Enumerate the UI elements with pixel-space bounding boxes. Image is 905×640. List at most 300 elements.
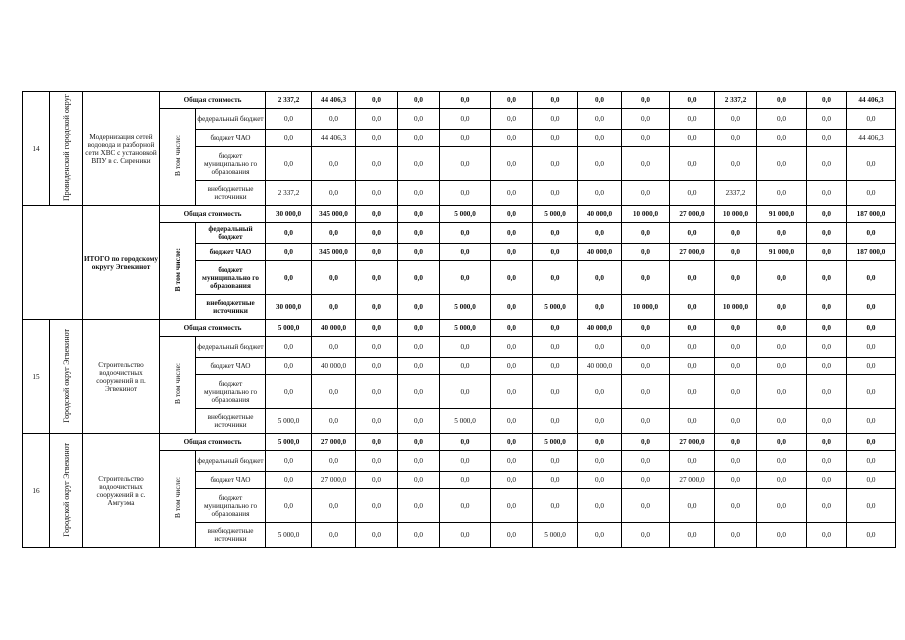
value-cell: 0,0: [847, 223, 896, 244]
value-cell: 5 000,0: [533, 206, 578, 223]
value-cell: 0,0: [847, 375, 896, 409]
value-cell: 0,0: [715, 223, 757, 244]
funding-source-label: бюджет муниципально го образования: [196, 489, 266, 523]
value-cell: 0,0: [356, 109, 398, 130]
value-cell: 0,0: [356, 523, 398, 548]
value-cell: 0,0: [312, 409, 356, 434]
value-cell: 0,0: [491, 320, 533, 337]
value-cell: 0,0: [491, 223, 533, 244]
value-cell: 0,0: [757, 409, 807, 434]
value-cell: 0,0: [622, 181, 670, 206]
value-cell: 0,0: [622, 358, 670, 375]
value-cell: 0,0: [807, 295, 847, 320]
value-cell: 0,0: [312, 295, 356, 320]
district-cell: [50, 434, 83, 548]
value-cell: 0,0: [491, 147, 533, 181]
value-cell: 0,0: [356, 92, 398, 109]
value-cell: 0,0: [356, 130, 398, 147]
value-cell: 0,0: [622, 472, 670, 489]
funding-source-label: внебюджетные источники: [196, 295, 266, 320]
value-cell: 0,0: [398, 320, 440, 337]
funding-source-label: внебюджетные источники: [196, 523, 266, 548]
value-cell: 0,0: [807, 523, 847, 548]
value-cell: 0,0: [622, 375, 670, 409]
value-cell: 0,0: [847, 358, 896, 375]
value-cell: 0,0: [807, 409, 847, 434]
value-cell: 0,0: [266, 223, 312, 244]
value-cell: 0,0: [622, 109, 670, 130]
value-cell: 0,0: [356, 244, 398, 261]
funding-source-label: бюджет муниципально го образования: [196, 375, 266, 409]
value-cell: 5 000,0: [440, 206, 491, 223]
value-cell: 10 000,0: [715, 206, 757, 223]
value-cell: 0,0: [440, 451, 491, 472]
value-cell: 0,0: [312, 489, 356, 523]
value-cell: 0,0: [622, 130, 670, 147]
value-cell: 0,0: [491, 337, 533, 358]
value-cell: 0,0: [757, 223, 807, 244]
value-cell: 0,0: [312, 261, 356, 295]
value-cell: 0,0: [807, 92, 847, 109]
value-cell: 0,0: [312, 147, 356, 181]
funding-source-label: внебюджетные источники: [196, 409, 266, 434]
project-name: Строительство водоочистных сооружений в с. Амгуэма: [83, 434, 160, 548]
value-cell: 0,0: [670, 337, 715, 358]
value-cell: 0,0: [578, 223, 622, 244]
value-cell: 0,0: [807, 320, 847, 337]
project-name: Модернизация сетей водовода и разборной сети ХВС с установкой ВПУ в с. Сиреники: [83, 92, 160, 206]
value-cell: 0,0: [757, 295, 807, 320]
value-cell: 0,0: [491, 451, 533, 472]
value-cell: 5 000,0: [440, 295, 491, 320]
district-cell: [50, 92, 83, 206]
value-cell: 0,0: [757, 358, 807, 375]
value-cell: 0,0: [622, 434, 670, 451]
value-cell: 0,0: [670, 320, 715, 337]
value-cell: 0,0: [398, 375, 440, 409]
value-cell: 5 000,0: [533, 434, 578, 451]
in-that-number-cell: [160, 109, 196, 206]
value-cell: 91 000,0: [757, 206, 807, 223]
value-cell: 0,0: [440, 375, 491, 409]
value-cell: 27 000,0: [312, 434, 356, 451]
value-cell: 0,0: [440, 92, 491, 109]
funding-source-label: федеральный бюджет: [196, 223, 266, 244]
value-cell: 0,0: [670, 523, 715, 548]
value-cell: 30 000,0: [266, 206, 312, 223]
value-cell: 0,0: [491, 295, 533, 320]
value-cell: 0,0: [266, 261, 312, 295]
value-cell: 0,0: [356, 295, 398, 320]
value-cell: 0,0: [757, 489, 807, 523]
value-cell: 0,0: [578, 375, 622, 409]
value-cell: 0,0: [440, 523, 491, 548]
value-cell: 5 000,0: [266, 523, 312, 548]
row-number-cell: [23, 206, 83, 320]
in-that-number-label: В том числе:: [173, 363, 182, 405]
funding-source-label: федеральный бюджет: [196, 337, 266, 358]
value-cell: 0,0: [757, 92, 807, 109]
value-cell: 5 000,0: [533, 523, 578, 548]
value-cell: 0,0: [715, 472, 757, 489]
value-cell: 0,0: [398, 295, 440, 320]
funding-source-label: бюджет ЧАО: [196, 472, 266, 489]
in-that-number-cell: [160, 451, 196, 548]
value-cell: 27 000,0: [670, 434, 715, 451]
value-cell: 0,0: [398, 261, 440, 295]
value-cell: 0,0: [266, 489, 312, 523]
value-cell: 0,0: [440, 358, 491, 375]
in-that-number-cell: [160, 223, 196, 320]
value-cell: 27 000,0: [670, 472, 715, 489]
value-cell: 0,0: [807, 434, 847, 451]
value-cell: 0,0: [622, 409, 670, 434]
value-cell: 0,0: [398, 181, 440, 206]
value-cell: 0,0: [491, 130, 533, 147]
value-cell: 0,0: [622, 223, 670, 244]
value-cell: 0,0: [807, 130, 847, 147]
value-cell: 0,0: [440, 261, 491, 295]
value-cell: 0,0: [847, 523, 896, 548]
value-cell: 0,0: [757, 472, 807, 489]
value-cell: 0,0: [807, 244, 847, 261]
value-cell: 0,0: [533, 409, 578, 434]
value-cell: 5 000,0: [440, 409, 491, 434]
value-cell: 0,0: [807, 358, 847, 375]
value-cell: 0,0: [266, 358, 312, 375]
funding-source-label: внебюджетные источники: [196, 181, 266, 206]
value-cell: 0,0: [491, 409, 533, 434]
table-row: [23, 206, 896, 223]
value-cell: 0,0: [807, 261, 847, 295]
value-cell: 0,0: [715, 320, 757, 337]
value-cell: 0,0: [807, 109, 847, 130]
value-cell: 5 000,0: [266, 409, 312, 434]
value-cell: 0,0: [266, 337, 312, 358]
value-cell: 0,0: [491, 358, 533, 375]
value-cell: 0,0: [356, 337, 398, 358]
value-cell: 0,0: [807, 337, 847, 358]
value-cell: 0,0: [757, 109, 807, 130]
value-cell: 0,0: [356, 409, 398, 434]
table-row: [23, 434, 896, 451]
value-cell: 0,0: [715, 409, 757, 434]
value-cell: 0,0: [578, 472, 622, 489]
value-cell: 0,0: [715, 489, 757, 523]
value-cell: 0,0: [533, 320, 578, 337]
project-name: Строительство водоочистных сооружений в п. Эгвекинот: [83, 320, 160, 434]
value-cell: 0,0: [578, 109, 622, 130]
value-cell: 0,0: [266, 147, 312, 181]
value-cell: 0,0: [622, 320, 670, 337]
value-cell: 187 000,0: [847, 206, 896, 223]
value-cell: 0,0: [491, 92, 533, 109]
value-cell: 0,0: [312, 523, 356, 548]
value-cell: 0,0: [847, 181, 896, 206]
total-label: ИТОГО по городскому округу Эгвекинот: [83, 206, 160, 320]
value-cell: 0,0: [491, 472, 533, 489]
value-cell: 0,0: [715, 130, 757, 147]
row-number: 15: [23, 320, 50, 434]
value-cell: 0,0: [757, 434, 807, 451]
value-cell: 0,0: [757, 451, 807, 472]
value-cell: 0,0: [670, 109, 715, 130]
value-cell: 0,0: [670, 223, 715, 244]
value-cell: 0,0: [670, 295, 715, 320]
value-cell: 0,0: [622, 261, 670, 295]
value-cell: 0,0: [398, 337, 440, 358]
value-cell: 0,0: [578, 523, 622, 548]
value-cell: 0,0: [847, 409, 896, 434]
value-cell: 0,0: [807, 181, 847, 206]
value-cell: 10 000,0: [622, 206, 670, 223]
funding-source-label: бюджет ЧАО: [196, 130, 266, 147]
value-cell: 0,0: [533, 261, 578, 295]
value-cell: 0,0: [715, 147, 757, 181]
value-cell: 0,0: [670, 92, 715, 109]
funding-source-label: федеральный бюджет: [196, 109, 266, 130]
value-cell: 0,0: [807, 451, 847, 472]
value-cell: 0,0: [807, 147, 847, 181]
value-cell: 0,0: [312, 223, 356, 244]
value-cell: 0,0: [670, 130, 715, 147]
value-cell: 5 000,0: [266, 434, 312, 451]
value-cell: 0,0: [398, 434, 440, 451]
total-cost-label: Общая стоимость: [160, 320, 266, 337]
value-cell: 0,0: [847, 489, 896, 523]
value-cell: 0,0: [440, 130, 491, 147]
value-cell: 0,0: [312, 181, 356, 206]
value-cell: 0,0: [807, 223, 847, 244]
value-cell: 0,0: [578, 92, 622, 109]
value-cell: 0,0: [622, 337, 670, 358]
value-cell: 0,0: [356, 181, 398, 206]
value-cell: 0,0: [578, 130, 622, 147]
in-that-number-label: В том числе:: [173, 135, 182, 177]
value-cell: 0,0: [440, 181, 491, 206]
value-cell: 40 000,0: [578, 358, 622, 375]
value-cell: 0,0: [398, 206, 440, 223]
value-cell: 0,0: [578, 181, 622, 206]
value-cell: 0,0: [533, 92, 578, 109]
value-cell: 0,0: [440, 223, 491, 244]
total-cost-label: Общая стоимость: [160, 206, 266, 223]
value-cell: 0,0: [757, 337, 807, 358]
value-cell: 0,0: [398, 409, 440, 434]
value-cell: 0,0: [266, 244, 312, 261]
value-cell: 0,0: [266, 130, 312, 147]
value-cell: 0,0: [670, 261, 715, 295]
value-cell: 0,0: [757, 320, 807, 337]
value-cell: 5 000,0: [440, 320, 491, 337]
value-cell: 0,0: [715, 109, 757, 130]
value-cell: 0,0: [807, 375, 847, 409]
value-cell: 0,0: [398, 489, 440, 523]
value-cell: 0,0: [398, 147, 440, 181]
table-row: [23, 92, 896, 109]
value-cell: 0,0: [398, 358, 440, 375]
value-cell: 40 000,0: [578, 244, 622, 261]
district-name: Городской округ Эгвекинот: [61, 328, 71, 423]
row-number: 14: [23, 92, 50, 206]
value-cell: 0,0: [757, 147, 807, 181]
value-cell: 27 000,0: [312, 472, 356, 489]
value-cell: 30 000,0: [266, 295, 312, 320]
value-cell: 0,0: [715, 451, 757, 472]
funding-source-label: бюджет муниципально го образования: [196, 147, 266, 181]
value-cell: 0,0: [491, 489, 533, 523]
value-cell: 0,0: [807, 206, 847, 223]
table-row: [23, 320, 896, 337]
value-cell: 0,0: [312, 109, 356, 130]
value-cell: 40 000,0: [312, 358, 356, 375]
district-name: Городской округ Эгвекинот: [61, 442, 71, 537]
value-cell: 0,0: [533, 223, 578, 244]
value-cell: 0,0: [491, 206, 533, 223]
value-cell: 0,0: [356, 223, 398, 244]
value-cell: 10 000,0: [715, 295, 757, 320]
value-cell: 0,0: [356, 320, 398, 337]
value-cell: 40 000,0: [578, 206, 622, 223]
value-cell: 0,0: [533, 489, 578, 523]
value-cell: 0,0: [356, 358, 398, 375]
in-that-number-label: В том числе:: [173, 477, 182, 519]
funding-source-label: федеральный бюджет: [196, 451, 266, 472]
value-cell: 0,0: [807, 489, 847, 523]
value-cell: 345 000,0: [312, 206, 356, 223]
value-cell: 0,0: [398, 130, 440, 147]
value-cell: 40 000,0: [312, 320, 356, 337]
value-cell: 0,0: [715, 261, 757, 295]
value-cell: 10 000,0: [622, 295, 670, 320]
in-that-number-cell: [160, 337, 196, 434]
value-cell: 0,0: [670, 147, 715, 181]
value-cell: 0,0: [622, 147, 670, 181]
value-cell: 0,0: [670, 451, 715, 472]
value-cell: 0,0: [847, 295, 896, 320]
value-cell: 0,0: [578, 489, 622, 523]
value-cell: 2 337,2: [266, 92, 312, 109]
value-cell: 0,0: [807, 472, 847, 489]
value-cell: 0,0: [622, 451, 670, 472]
row-number: 16: [23, 434, 50, 548]
value-cell: 0,0: [847, 109, 896, 130]
total-cost-label: Общая стоимость: [160, 434, 266, 451]
value-cell: 0,0: [398, 523, 440, 548]
value-cell: 44 406,3: [312, 92, 356, 109]
value-cell: 0,0: [533, 337, 578, 358]
value-cell: 0,0: [312, 375, 356, 409]
value-cell: 0,0: [440, 244, 491, 261]
total-cost-label: Общая стоимость: [160, 92, 266, 109]
value-cell: 0,0: [670, 358, 715, 375]
value-cell: 0,0: [847, 451, 896, 472]
value-cell: 0,0: [578, 261, 622, 295]
value-cell: 0,0: [757, 181, 807, 206]
value-cell: 2 337,2: [266, 181, 312, 206]
value-cell: 0,0: [622, 92, 670, 109]
value-cell: 0,0: [578, 295, 622, 320]
value-cell: 0,0: [757, 375, 807, 409]
value-cell: 0,0: [266, 472, 312, 489]
value-cell: 0,0: [533, 244, 578, 261]
value-cell: 0,0: [578, 337, 622, 358]
value-cell: 0,0: [578, 147, 622, 181]
value-cell: 0,0: [715, 358, 757, 375]
funding-source-label: бюджет ЧАО: [196, 244, 266, 261]
value-cell: 5 000,0: [266, 320, 312, 337]
value-cell: 0,0: [578, 434, 622, 451]
value-cell: 0,0: [715, 244, 757, 261]
value-cell: 0,0: [491, 261, 533, 295]
value-cell: 0,0: [398, 244, 440, 261]
value-cell: 0,0: [356, 489, 398, 523]
value-cell: 0,0: [533, 472, 578, 489]
value-cell: 0,0: [847, 261, 896, 295]
value-cell: 0,0: [847, 337, 896, 358]
value-cell: 0,0: [622, 244, 670, 261]
value-cell: 0,0: [670, 409, 715, 434]
value-cell: 0,0: [266, 109, 312, 130]
value-cell: 0,0: [440, 337, 491, 358]
value-cell: 0,0: [356, 206, 398, 223]
value-cell: 0,0: [440, 489, 491, 523]
value-cell: 0,0: [533, 375, 578, 409]
value-cell: 0,0: [440, 109, 491, 130]
value-cell: 2337,2: [715, 181, 757, 206]
value-cell: 0,0: [440, 147, 491, 181]
value-cell: 0,0: [491, 375, 533, 409]
value-cell: 0,0: [356, 261, 398, 295]
value-cell: 0,0: [847, 434, 896, 451]
value-cell: 27 000,0: [670, 206, 715, 223]
funding-source-label: бюджет муниципально го образования: [196, 261, 266, 295]
value-cell: 0,0: [491, 523, 533, 548]
value-cell: 0,0: [847, 320, 896, 337]
value-cell: 0,0: [533, 130, 578, 147]
value-cell: 0,0: [533, 181, 578, 206]
value-cell: 0,0: [533, 451, 578, 472]
value-cell: 0,0: [715, 434, 757, 451]
value-cell: 0,0: [398, 451, 440, 472]
district-cell: [50, 320, 83, 434]
value-cell: 5 000,0: [533, 295, 578, 320]
value-cell: 0,0: [266, 451, 312, 472]
value-cell: 91 000,0: [757, 244, 807, 261]
value-cell: 0,0: [440, 472, 491, 489]
value-cell: 0,0: [398, 472, 440, 489]
value-cell: 0,0: [356, 434, 398, 451]
value-cell: 0,0: [491, 434, 533, 451]
value-cell: 44 406,3: [847, 130, 896, 147]
value-cell: 0,0: [491, 181, 533, 206]
value-cell: 0,0: [312, 451, 356, 472]
value-cell: 0,0: [670, 375, 715, 409]
value-cell: 0,0: [533, 358, 578, 375]
value-cell: 44 406,3: [312, 130, 356, 147]
value-cell: 345 000,0: [312, 244, 356, 261]
value-cell: 187 000,0: [847, 244, 896, 261]
value-cell: 0,0: [356, 451, 398, 472]
value-cell: 0,0: [533, 147, 578, 181]
value-cell: 0,0: [757, 261, 807, 295]
value-cell: 40 000,0: [578, 320, 622, 337]
financing-table: [22, 91, 896, 548]
value-cell: 0,0: [440, 434, 491, 451]
funding-source-label: бюджет ЧАО: [196, 358, 266, 375]
value-cell: 0,0: [356, 147, 398, 181]
value-cell: 0,0: [757, 523, 807, 548]
